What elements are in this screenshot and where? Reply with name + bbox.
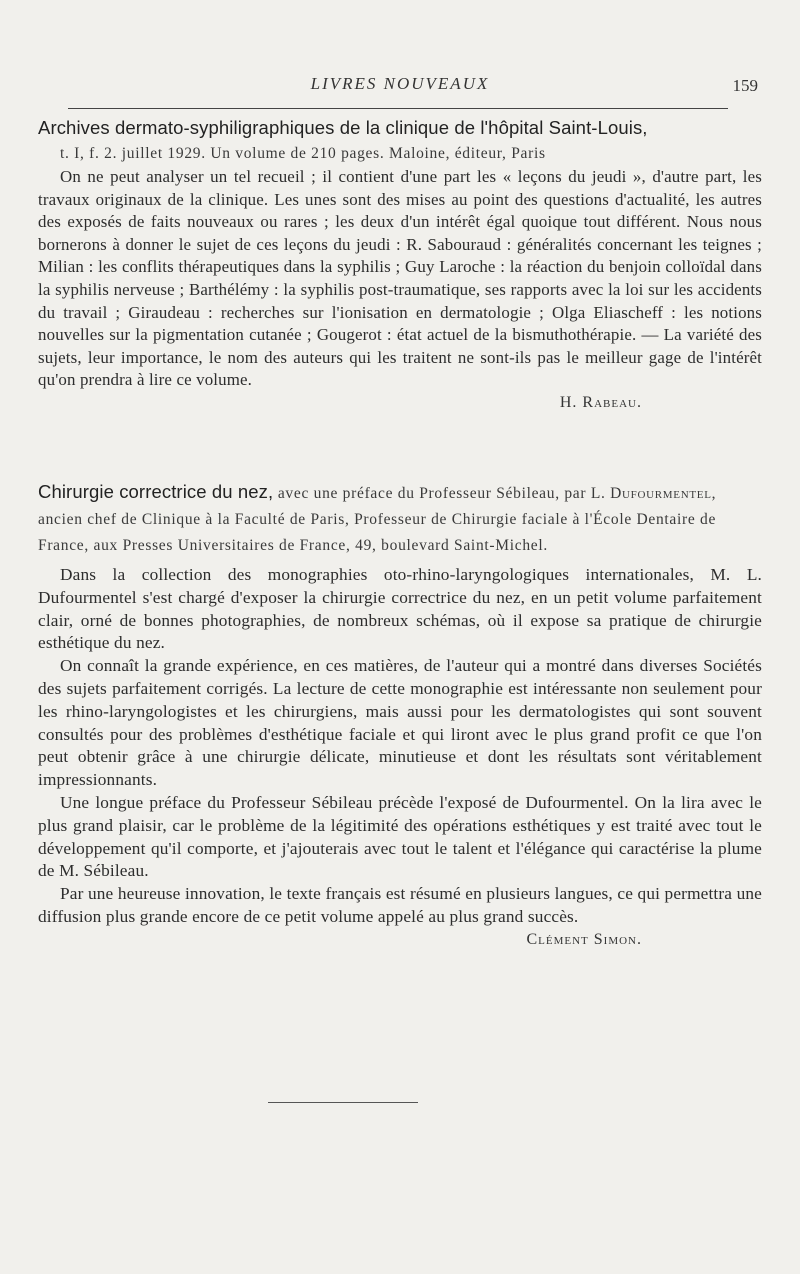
review-signature: H. Rabeau. <box>559 393 642 411</box>
header-rule <box>68 108 728 109</box>
review-title: Archives dermato-syphiligraphiques de la clinique de l'hôpital Saint-Louis, <box>38 117 648 138</box>
running-title: LIVRES NOUVEAUX <box>310 74 490 93</box>
review-paragraph: On connaît la grande expérience, en ces matières, de l'auteur qui a montré dans diverses Sociétés des sujets parfaitement corrigés. La lecture de cette monographie est intéressante non seulement pour les rhino-laryngologistes et les chirurgiens, mais aussi pour les dermatologistes qui sont souvent consultés pour des problèmes d'esthétique faciale et qui liront avec le plus grand profit ce que l'on peut obtenir grâce à une chirurgie délicate, minutieuse et dont les résultats sont véritablement impressionnants. <box>38 656 762 790</box>
review-heading <box>38 116 762 166</box>
review-signature: Clément Simon. <box>526 930 642 948</box>
end-rule <box>268 1102 418 1103</box>
review-paragraph: On ne peut analyser un tel recueil ; il contient d'une part les « leçons du jeudi », d'autre part, les travaux originaux de la clinique. Les unes sont des mises au point des questions d'actualité, les autres des exposés de faits nouveaux ou rares ; les deux d'un intérêt égal quoique tout différent. Nous nous bornerons à donner le sujet de ces leçons du jeudi : R. Sabouraud : généralités concernant les teignes ; Milian : les conflits thérapeutiques dans la syphilis ; Guy Laroche : la réaction du benjoin colloïdal dans la syphilis nerveuse ; Barthélémy : la syphilis post-traumatique, ses rapports avec la loi sur les accidents du travail ; Giraudeau : recherches sur l'ionisation en dermatologie ; Olga Eliascheff : les notions nouvelles sur la pigmentation cutanée ; Gougerot : état actuel de la bismuthothérapie. — La variété des sujets, leur importance, le nom des auteurs qui les traitent ne sont-ils pas le meilleur gage de l'intérêt qu'on prendra à lire ce volume. <box>38 167 762 390</box>
review-paragraph: Dans la collection des monographies oto-rhino-laryngologiques internationales, M. L. Dufourmentel s'est chargé d'exposer la chirurgie correctrice du nez, en un petit volume parfaitement clair, orné de bonnes photographies, de nombreux schémas, où il expose sa pratique de chirurgie esthétique du nez. <box>38 565 762 653</box>
review-paragraph: Par une heureuse innovation, le texte français est résumé en plusieurs langues, ce qui permettra une diffusion plus grande encore de ce petit volume appelé au plus grand succès. <box>38 884 762 926</box>
review-meta-post: , ancien chef de Clinique à la Faculté de Paris, Professeur de Chirurgie faciale à l'École Dentaire de France, aux Presses Universitaires de France, 49, boulevard Saint-Michel. <box>38 485 717 554</box>
review-meta-pre: avec une préface du Professeur Sébileau, par <box>273 485 591 502</box>
review-title: Chirurgie correctrice du nez, <box>38 481 274 502</box>
review-meta: t. I, f. 2. juillet 1929. Un volume de 210 pages. Maloine, éditeur, Paris <box>60 145 546 162</box>
review-archives <box>38 116 762 414</box>
review-paragraph: Une longue préface du Professeur Sébileau précède l'exposé de Dufourmentel. On la lira avec le plus grand plaisir, car le problème de la légitimité des opérations esthétiques y est traité avec tout le développement qu'il comporte, et j'ajouterais avec tout le talent et l'élégance qui caractérise la plume de M. Sébileau. <box>38 792 762 881</box>
review-chirurgie <box>38 480 762 951</box>
page-number: 159 <box>732 76 758 95</box>
running-head <box>38 70 762 100</box>
review-heading <box>38 480 762 558</box>
review-author: L. Dufourmentel <box>590 485 712 502</box>
